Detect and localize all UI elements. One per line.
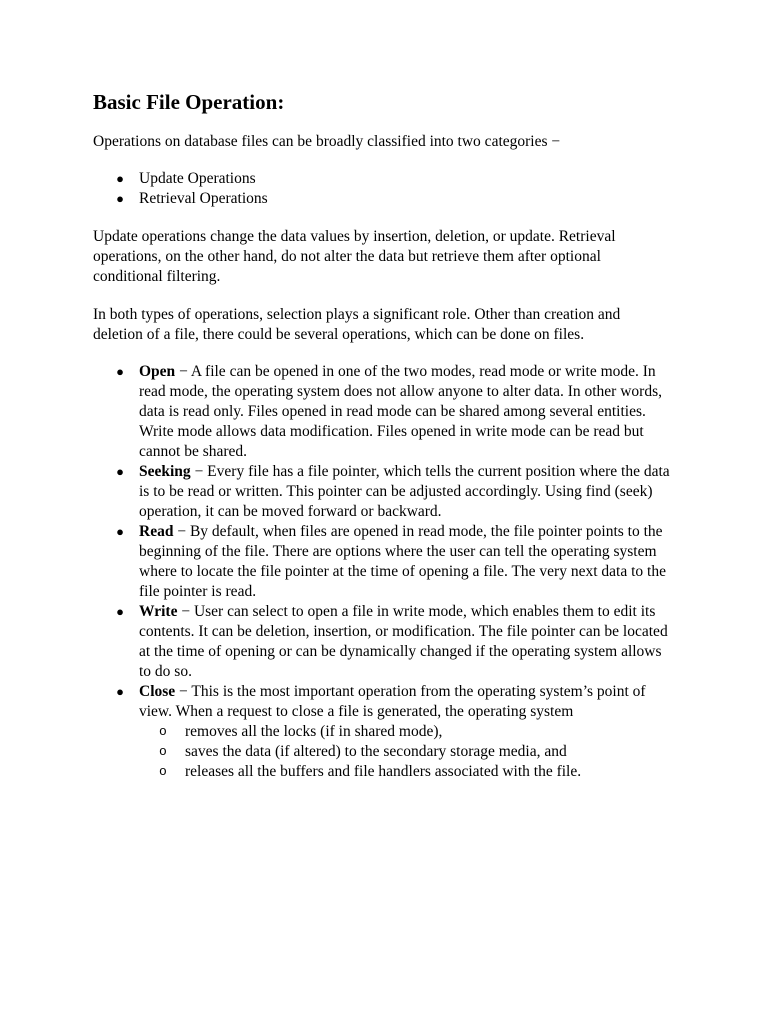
- document-page: [93, 88, 673, 782]
- operations-list: [93, 362, 673, 782]
- bullet-icon: ●: [116, 604, 124, 619]
- circle-bullet-icon: o: [159, 744, 167, 759]
- categories-list: [93, 169, 673, 209]
- operation-term: Close: [139, 683, 176, 700]
- close-step: releases all the buffers and file handlers associated with the file.: [185, 763, 582, 780]
- operation-term: Read: [139, 523, 174, 540]
- operation-description: − This is the most important operation from the operating system’s point of view. When a request to close a file is generated, the operating system: [139, 683, 646, 720]
- circle-bullet-icon: o: [159, 764, 167, 779]
- bullet-icon: ●: [116, 191, 124, 206]
- list-item: [93, 189, 673, 209]
- list-item: [139, 722, 673, 742]
- operation-description: − By default, when files are opened in read mode, the file pointer points to the beginning of the file. There are options where the user can tell the operating system where to locate the file pointer at the time of opening a file. The very next data to the file pointer is read.: [139, 523, 666, 600]
- selection-paragraph: In both types of operations, selection plays a significant role. Other than creation and deletion of a file, there could be several operations, which can be done on files.: [93, 306, 621, 343]
- bullet-icon: ●: [116, 524, 124, 539]
- operation-term: Write: [139, 603, 178, 620]
- bullet-icon: ●: [116, 171, 124, 186]
- operation-description: − Every file has a file pointer, which tells the current position where the data is to be read or written. This pointer can be adjusted accordingly. Using find (seek) operation, it can be moved forward or backward.: [139, 463, 670, 520]
- update-paragraph: Update operations change the data values by insertion, deletion, or update. Retrieval operations, on the other hand, do not alter the data but retrieve them after optional conditional filtering.: [93, 228, 616, 285]
- category-label: Update Operations: [139, 170, 256, 187]
- list-item: [93, 169, 673, 189]
- document-title: Basic File Operation:: [93, 90, 285, 114]
- operation-seeking: [93, 462, 673, 522]
- close-step: saves the data (if altered) to the secondary storage media, and: [185, 743, 567, 760]
- list-item: [139, 742, 673, 762]
- intro-paragraph: Operations on database files can be broadly classified into two categories −: [93, 133, 561, 150]
- operation-write: [93, 602, 673, 682]
- operation-term: Seeking: [139, 463, 191, 480]
- operation-description: − A file can be opened in one of the two modes, read mode or write mode. In read mode, the operating system does not allow anyone to alter data. In other words, data is read only. Files opened in read mode can be shared among several entities. Write mode allows data modification. Files opened in write mode can be read but cannot be shared.: [139, 363, 662, 460]
- category-label: Retrieval Operations: [139, 190, 268, 207]
- list-item: [139, 762, 673, 782]
- operation-read: [93, 522, 673, 602]
- operation-open: [93, 362, 673, 462]
- close-steps-list: [139, 722, 673, 782]
- operation-description: − User can select to open a file in write mode, which enables them to edit its contents. It can be deletion, insertion, or modification. The file pointer can be located at the time of opening or can be dynamically changed if the operating system allows to do so.: [139, 603, 668, 680]
- bullet-icon: ●: [116, 684, 124, 699]
- operation-close: [93, 682, 673, 782]
- circle-bullet-icon: o: [159, 724, 167, 739]
- bullet-icon: ●: [116, 364, 124, 379]
- operation-term: Open: [139, 363, 176, 380]
- close-step: removes all the locks (if in shared mode),: [185, 723, 443, 740]
- bullet-icon: ●: [116, 464, 124, 479]
